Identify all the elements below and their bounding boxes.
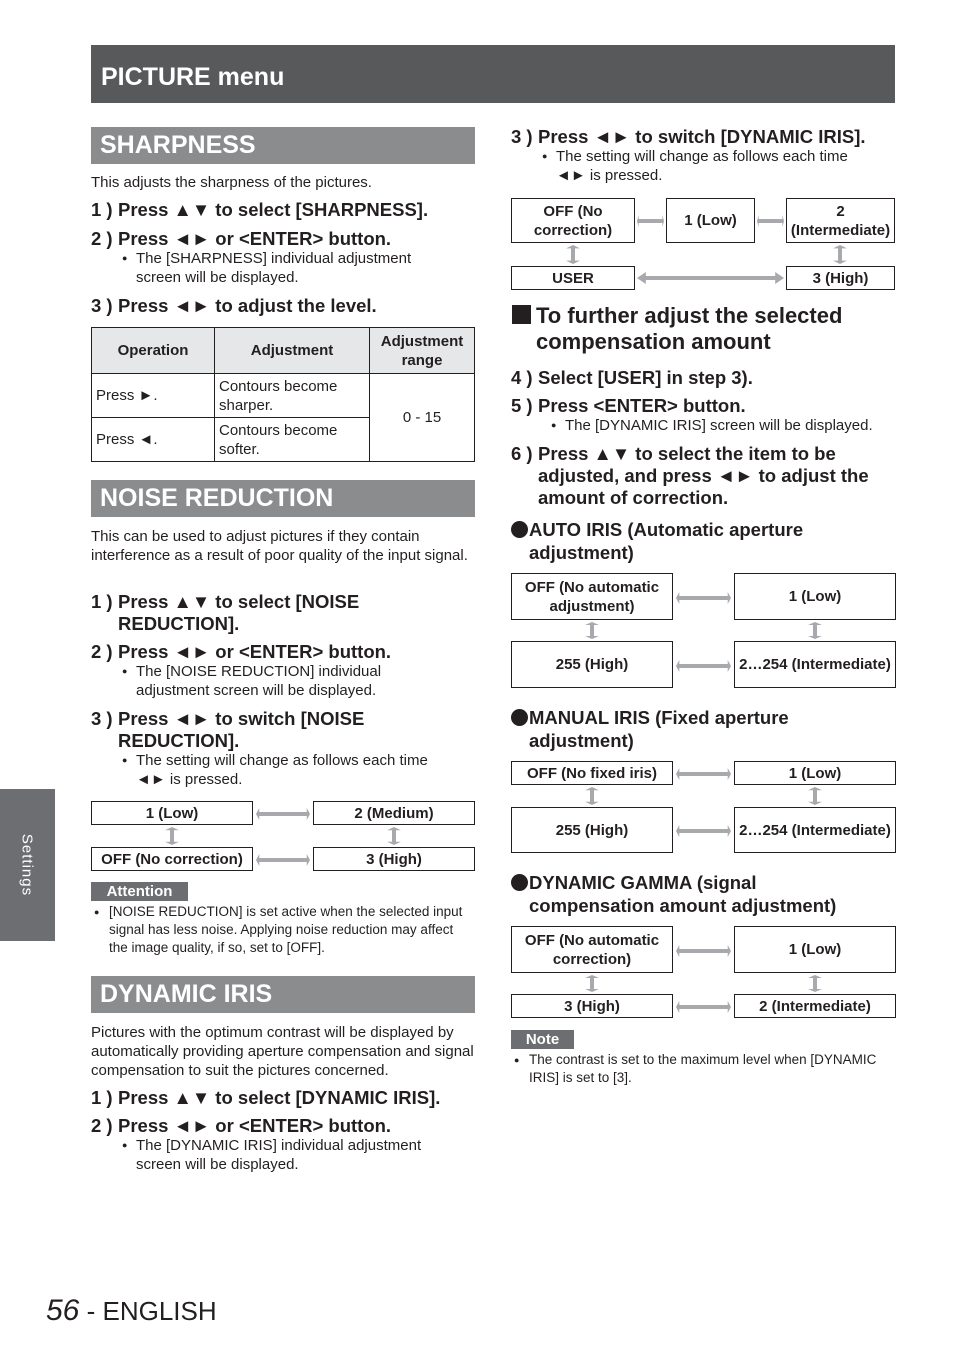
table-cell-range: 0 - 15 [370,374,475,462]
step-number: 1 ) [91,199,113,220]
dynamic-gamma-option-off: OFF (No automatic correction) [511,926,673,973]
vertical-double-arrow-icon [833,245,847,264]
noise-step-2-bullet: ● The [NOISE REDUCTION] individual adjustment screen will be displayed. [118,662,428,700]
noise-reduction-section-title: NOISE REDUCTION [91,480,475,517]
step-text: Press ▲▼ to select [DYNAMIC IRIS]. [118,1087,441,1108]
sharpness-intro: This adjusts the sharpness of the pictures. [91,174,372,191]
step-text: Press ◄► to switch [NOISE [118,708,365,729]
heading-line: adjustment) [529,542,634,563]
step-number: 3 ) [91,295,113,316]
noise-option-off: OFF (No correction) [91,847,253,871]
noise-step-1 [91,591,475,635]
noise-step-3-bullet-cont: ◄► is pressed. [136,771,243,788]
sharpness-step-1 [91,199,475,221]
double-arrow-icon [637,272,784,284]
dynamic-iris-step-3-bullet: ● The setting will change as follows each time [538,147,895,166]
note-label: Note [511,1030,574,1049]
auto-iris-heading [529,518,803,564]
double-arrow-icon [676,592,731,604]
double-arrow-icon [757,215,784,227]
sharpness-table [91,327,475,462]
double-arrow-icon [676,1001,731,1013]
double-arrow-icon [676,825,731,837]
noise-step-2 [91,641,475,663]
iris-option-off: OFF (No correction) [511,198,635,243]
iris-option-low: 1 (Low) [666,198,755,243]
footer-language: - ENGLISH [79,1296,217,1326]
noise-option-medium: 2 (Medium) [313,801,475,825]
dynamic-iris-step-2-bullet: ● The [DYNAMIC IRIS] individual adjustment screen will be displayed. [118,1136,458,1174]
vertical-double-arrow-icon [808,622,822,639]
round-bullet-icon [511,709,528,726]
dynamic-iris-step-4 [511,367,895,389]
vertical-double-arrow-icon [808,975,822,992]
manual-iris-heading [529,706,789,752]
table-cell: Contours become sharper. [215,374,370,418]
step-text: Press ◄► or <ENTER> button. [118,641,392,662]
page-number: 56 [46,1294,80,1327]
attention-text: ● [NOISE REDUCTION] is set active when the selected input signal has less noise. Applying noise reduction may affect the image quality, if so, set to [OFF]. [91,903,475,957]
step-text: Press <ENTER> button. [538,395,746,416]
heading-line: AUTO IRIS (Automatic aperture [529,519,804,540]
double-arrow-icon [676,945,731,957]
step-number: 1 ) [91,1087,113,1108]
vertical-double-arrow-icon [165,827,179,845]
dynamic-iris-step-6 [511,443,895,509]
noise-option-high: 3 (High) [313,847,475,871]
dynamic-gamma-option-intermediate: 2 (Intermediate) [734,994,896,1018]
dynamic-iris-step-3-bullet-cont: ◄► is pressed. [556,167,663,184]
manual-iris-option-low: 1 (Low) [734,761,896,785]
auto-iris-option-high: 255 (High) [511,641,673,688]
manual-iris-option-high: 255 (High) [511,807,673,853]
dynamic-iris-section-title: DYNAMIC IRIS [91,976,475,1013]
step-number: 2 ) [91,641,113,662]
step-text: Press ▲▼ to select [NOISE [118,591,360,612]
table-header: Adjustment [215,328,370,374]
step-text: adjusted, and press ◄► to adjust the [538,465,869,486]
table-cell: Contours become softer. [215,418,370,462]
side-tab-label: Settings [18,833,36,897]
further-adjust-heading [536,303,842,355]
double-arrow-icon [676,768,731,780]
page-title: PICTURE menu [101,63,285,91]
double-arrow-icon [256,808,310,820]
step-text: Press ◄► or <ENTER> button. [118,1115,392,1136]
heading-line: compensation amount adjustment) [529,895,837,916]
square-bullet-icon [512,305,531,324]
auto-iris-option-off: OFF (No automatic adjustment) [511,573,673,620]
step-text: Press ▲▼ to select the item to be [538,443,836,464]
noise-option-low: 1 (Low) [91,801,253,825]
noise-intro: This can be used to adjust pictures if they contain interference as a result of poor quality of the input signal. [91,528,468,564]
step-number: 2 ) [91,228,113,249]
table-header: Adjustment range [370,328,475,374]
dynamic-iris-step-1 [91,1087,475,1109]
round-bullet-icon [511,521,528,538]
heading-line: adjustment) [529,730,634,751]
step-text: Select [USER] in step 3). [538,367,753,388]
vertical-double-arrow-icon [566,245,580,264]
double-arrow-icon [676,660,731,672]
table-header: Operation [92,328,215,374]
iris-option-intermediate: 2 (Intermediate) [786,198,895,243]
step-number: 3 ) [511,126,533,147]
iris-option-high: 3 (High) [786,266,895,290]
step-number: 4 ) [511,367,533,388]
noise-step-3 [91,708,475,752]
noise-step-3-bullet: ● The setting will change as follows each time [118,751,458,770]
step-number: 5 ) [511,395,533,416]
heading-line: MANUAL IRIS (Fixed aperture [529,707,789,728]
sharpness-section-title: SHARPNESS [91,127,475,164]
step-number: 6 ) [511,443,533,464]
note-text: ● The contrast is set to the maximum level when [DYNAMIC IRIS] is set to [3]. [511,1051,899,1087]
dynamic-iris-step-5-bullet: ● The [DYNAMIC IRIS] screen will be displayed. [547,416,899,435]
step-text: amount of correction. [538,487,729,508]
step-text: Press ▲▼ to select [SHARPNESS]. [118,199,429,220]
step-number: 1 ) [91,591,113,612]
table-cell: Press ◄. [92,418,215,462]
heading-line: DYNAMIC GAMMA (signal [529,872,757,893]
menu-header [91,45,895,103]
auto-iris-option-intermediate: 2…254 (Intermediate) [734,641,896,688]
iris-option-user: USER [511,266,635,290]
auto-iris-option-low: 1 (Low) [734,573,896,620]
manual-iris-option-off: OFF (No fixed iris) [511,761,673,785]
side-tab-settings[interactable] [0,789,55,941]
step-number: 3 ) [91,708,113,729]
dynamic-iris-intro: Pictures with the optimum contrast will be displayed by automatically providing aperture compensation and signal compensation to suit the pictures concerned. [91,1024,474,1079]
step-text: REDUCTION]. [118,613,240,634]
vertical-double-arrow-icon [808,787,822,805]
vertical-double-arrow-icon [585,975,599,992]
step-text: REDUCTION]. [118,730,240,751]
double-arrow-icon [637,215,664,227]
dynamic-gamma-heading [529,871,836,917]
sharpness-step-2 [91,228,475,250]
vertical-double-arrow-icon [585,787,599,805]
table-cell: Press ►. [92,374,215,418]
double-arrow-icon [256,854,310,866]
heading-line: compensation amount [536,329,771,354]
dynamic-iris-step-2 [91,1115,475,1137]
step-number: 2 ) [91,1115,113,1136]
heading-line: To further adjust the selected [536,303,843,328]
step-text: Press ◄► to switch [DYNAMIC IRIS]. [538,126,866,147]
vertical-double-arrow-icon [387,827,401,845]
dynamic-gamma-option-low: 1 (Low) [734,926,896,973]
attention-label: Attention [91,882,188,901]
step-text: Press ◄► to adjust the level. [118,295,377,316]
sharpness-step-3 [91,295,475,317]
round-bullet-icon [511,874,528,891]
step-text: Press ◄► or <ENTER> button. [118,228,392,249]
dynamic-iris-step-5 [511,395,895,417]
sharpness-step-2-bullet: ● The [SHARPNESS] individual adjustment screen will be displayed. [118,249,458,287]
page-footer [46,1294,217,1328]
vertical-double-arrow-icon [585,622,599,639]
dynamic-iris-step-3 [511,126,895,148]
manual-iris-option-intermediate: 2…254 (Intermediate) [734,807,896,853]
dynamic-gamma-option-high: 3 (High) [511,994,673,1018]
